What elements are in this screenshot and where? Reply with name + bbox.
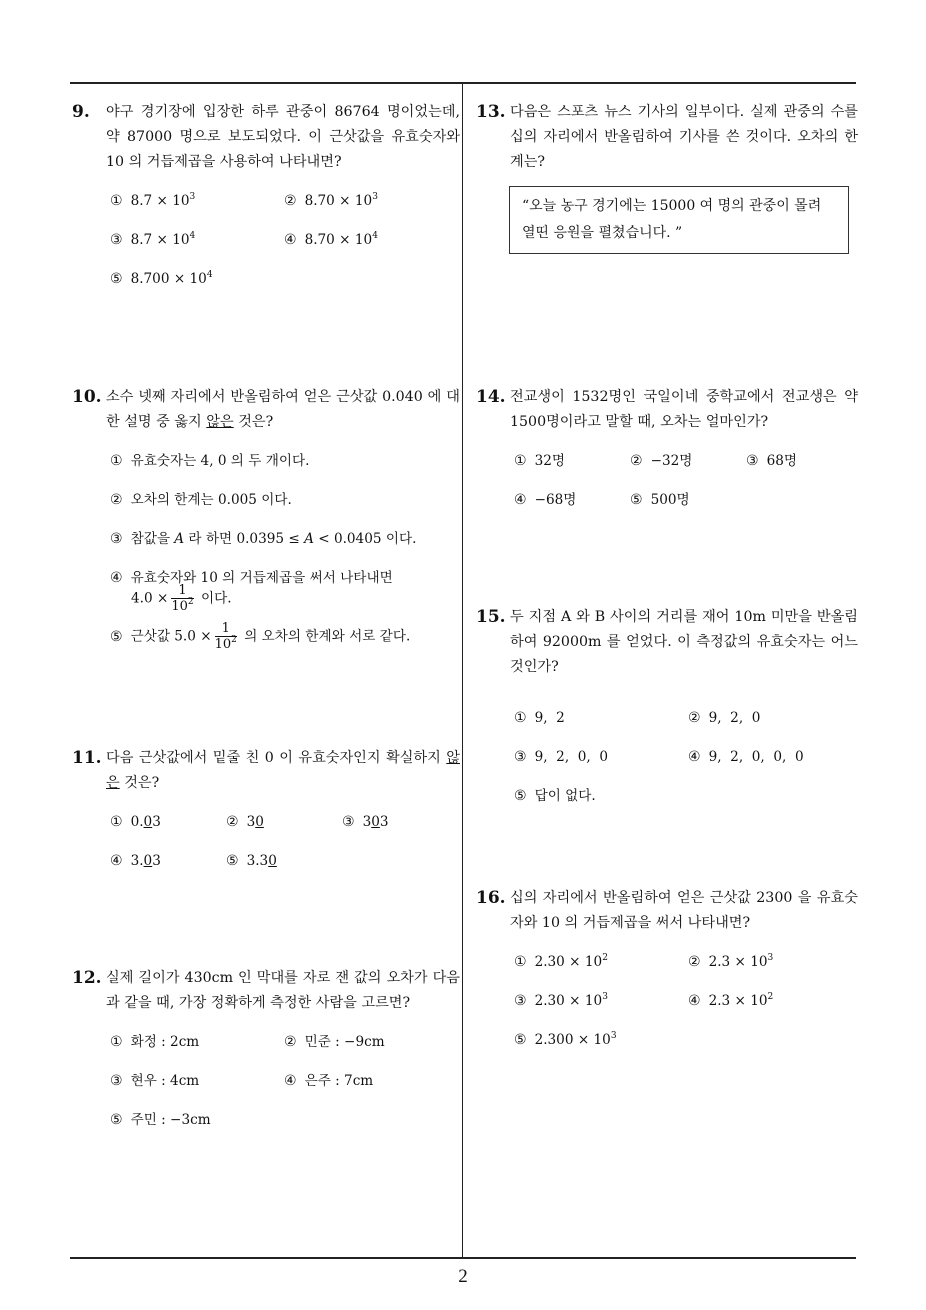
option-3[interactable]: ③ 68명 — [746, 453, 797, 469]
option-1[interactable]: ① 32명 — [514, 453, 565, 469]
option-4[interactable]: ④ 은주 : 7cm — [284, 1073, 374, 1089]
fraction: $\frac{1}{10^2}$ — [214, 621, 237, 652]
option-2[interactable]: ② 9, 2, 0 — [688, 710, 761, 726]
option-4[interactable]: ④ $2.3 \times 10^2$ — [688, 992, 774, 1009]
news-quote-box — [509, 186, 849, 254]
question-text: 다음 근삿값에서 밑줄 친 0 이 유효숫자인지 확실하지 않은 것은? — [106, 750, 460, 791]
option-3[interactable]: ③ $8.7 \times 10^4$ — [110, 231, 196, 248]
option-5[interactable]: ⑤ $2.300 \times 10^3$ — [514, 1031, 617, 1048]
question-text: 야구 경기장에 입장한 하루 관중이 86764 명이었는데, 약 87000 명으로 보도되었다. 이 근삿값을 유효숫자와 10 의 거듭제곱을 사용하여 나타내면? — [106, 104, 460, 170]
option-2[interactable]: ② 오차의 한계는 0.005 이다. — [110, 492, 292, 508]
option-3[interactable]: ③ 303 — [342, 814, 389, 830]
option-3[interactable]: ③ 현우 : 4cm — [110, 1073, 200, 1089]
option-5[interactable]: ⑤ $8.700 \times 10^4$ — [110, 270, 213, 287]
question-number: 16. — [476, 888, 506, 908]
option-4[interactable]: ④ 9, 2, 0, 0, 0 — [688, 749, 804, 765]
question-text: 실제 길이가 430cm 인 막대를 자로 잰 값의 오차가 다음과 같을 때, 가장 정확하게 측정한 사람을 고르면? — [106, 970, 460, 1011]
question-number: 11. — [72, 748, 102, 768]
option-2[interactable]: ② −32명 — [630, 453, 693, 469]
question-text: 다음은 스포츠 뉴스 기사의 일부이다. 실제 관중의 수를 십의 자리에서 반올림하여 기사를 쓴 것이다. 오차의 한계는? — [510, 104, 858, 170]
column-divider — [462, 82, 463, 1259]
option-4[interactable]: ④ −68명 — [514, 492, 577, 508]
top-rule — [70, 82, 856, 84]
option-2[interactable]: ② 민준 : −9cm — [284, 1034, 385, 1050]
page-number: 2 — [458, 1266, 468, 1287]
question-number: 9. — [72, 102, 90, 122]
option-2[interactable]: ② $2.3 \times 10^3$ — [688, 953, 774, 970]
question-13 — [476, 100, 858, 175]
option-4[interactable]: ④ $8.70 \times 10^4$ — [284, 231, 378, 248]
question-11 — [72, 746, 460, 876]
option-1[interactable]: ① 유효숫자는 4, 0 의 두 개이다. — [110, 453, 310, 469]
option-1[interactable]: ① 0.03 — [110, 814, 161, 830]
question-9 — [72, 100, 460, 285]
option-3[interactable]: ③ 참값을 A 라 하면 0.0395 ≤ A < 0.0405 이다. — [110, 531, 417, 547]
option-5[interactable]: ⑤ 답이 없다. — [514, 788, 596, 804]
news-quote: “오늘 농구 경기에는 15000 여 명의 관중이 몰려 열띤 응원을 펼쳤습니다. ” — [522, 198, 822, 241]
option-5[interactable]: ⑤ 500명 — [630, 492, 690, 508]
option-1[interactable]: ① 9, 2 — [514, 710, 565, 726]
option-1[interactable]: ① 화정 : 2cm — [110, 1034, 200, 1050]
option-3[interactable]: ③ 9, 2, 0, 0 — [514, 749, 609, 765]
question-16 — [476, 886, 858, 1056]
option-4-continued: 4.0 × $\frac{1}{10^2}$ 이다. — [131, 583, 232, 614]
option-3[interactable]: ③ $2.30 \times 10^3$ — [514, 992, 608, 1009]
option-5[interactable]: ⑤ 3.30 — [226, 853, 277, 869]
option-5[interactable]: ⑤ 근삿값 5.0 × $\frac{1}{10^2}$ 의 오차의 한계와 서로 같다. — [110, 621, 411, 652]
option-2[interactable]: ② 30 — [226, 814, 264, 830]
option-1[interactable]: ① $2.30 \times 10^2$ — [514, 953, 608, 970]
question-text: 두 지점 A 와 B 사이의 거리를 재어 10m 미만을 반올림하여 92000m 를 얻었다. 이 측정값의 유효숫자는 어느 것인가? — [510, 609, 858, 675]
option-4[interactable]: ④ 유효숫자와 10 의 거듭제곱을 써서 나타내면 — [110, 570, 393, 586]
question-number: 12. — [72, 968, 102, 988]
question-text: 소수 넷째 자리에서 반올림하여 얻은 근삿값 0.040 에 대한 설명 중 옳지 않은 것은? — [106, 389, 460, 430]
question-10 — [72, 385, 460, 665]
option-5[interactable]: ⑤ 주민 : −3cm — [110, 1112, 211, 1128]
question-number: 15. — [476, 607, 506, 627]
question-15 — [476, 605, 858, 804]
fraction: $\frac{1}{10^2}$ — [171, 583, 194, 614]
option-1[interactable]: ① $8.7 \times 10^3$ — [110, 192, 196, 209]
question-text: 십의 자리에서 반올림하여 얻은 근삿값 2300 을 유효숫자와 10 의 거듭제곱을 써서 나타내면? — [510, 890, 858, 931]
option-2[interactable]: ② $8.70 \times 10^3$ — [284, 192, 378, 209]
bottom-rule — [70, 1257, 856, 1259]
question-number: 14. — [476, 387, 506, 407]
question-number: 10. — [72, 387, 102, 407]
question-12 — [72, 966, 460, 1136]
question-14 — [476, 385, 858, 515]
question-text: 전교생이 1532명인 국일이네 중학교에서 전교생은 약 1500명이라고 말할 때, 오차는 얼마인가? — [510, 389, 858, 430]
option-4[interactable]: ④ 3.03 — [110, 853, 161, 869]
question-number: 13. — [476, 102, 506, 122]
